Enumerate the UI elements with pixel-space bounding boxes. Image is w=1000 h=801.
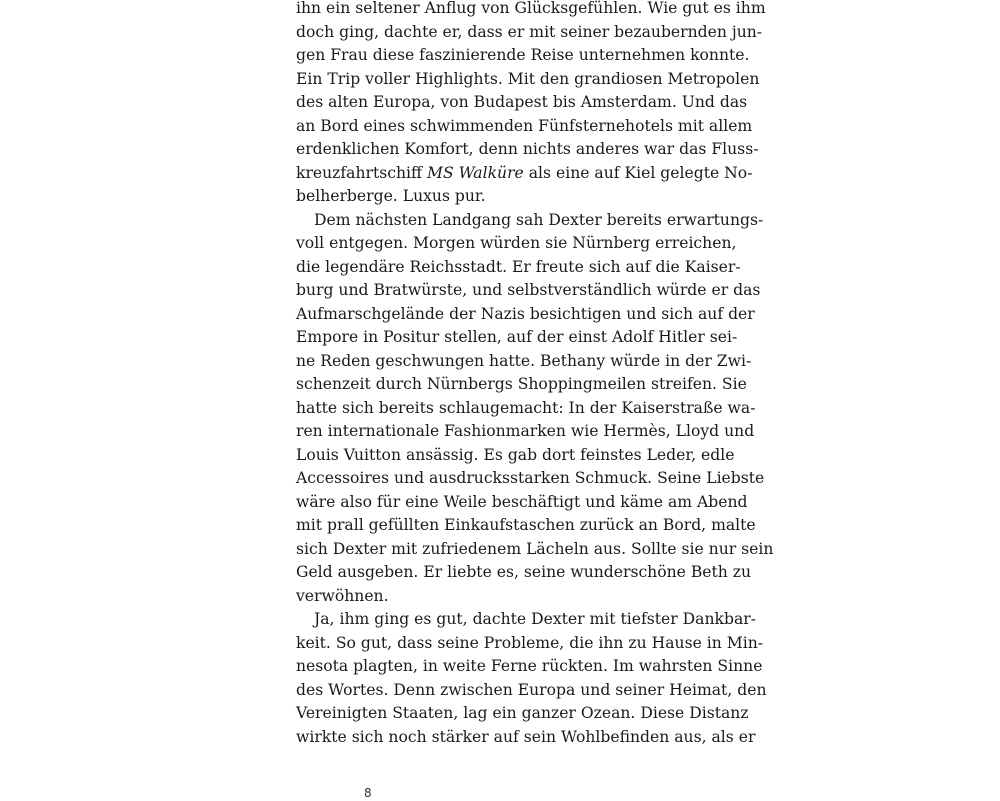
text-line: voll entgegen. Morgen würden sie Nürnberg erreichen,: [296, 234, 737, 252]
text-line: ne Reden geschwungen hatte. Bethany würde in der Zwi-: [296, 351, 752, 370]
text-line: mit prall gefüllten Einkaufstaschen zurück an Bord, malte: [296, 516, 756, 534]
text-line: [296, 162, 753, 186]
text-line: belherberge. Luxus pur.: [296, 187, 486, 205]
text-line: Geld ausgeben. Er liebte es, seine wunderschöne Beth zu: [296, 563, 752, 581]
text-line: wirkte sich noch stärker auf sein Wohlbefinden aus, als er: [296, 727, 756, 746]
text-line: Accessoires und ausdrucksstarken Schmuck. Seine Liebste: [296, 469, 765, 487]
text-line: des Wortes. Denn zwischen Europa und seiner Heimat, den: [296, 680, 767, 699]
text-line: Aufmarschgelände der Nazis besichtigen und sich auf der: [296, 304, 755, 323]
line-text: als eine auf Kiel gelegte No-: [523, 163, 753, 182]
text-line: hatte sich bereits schlaugemacht: In der Kaiserstraße wa-: [296, 398, 756, 417]
text-line: wäre also für eine Weile beschäftigt und käme am Abend: [296, 492, 748, 511]
text-line: schenzeit durch Nürnbergs Shoppingmeilen streifen. Sie: [296, 375, 747, 393]
text-line: an Bord eines schwimmenden Fünfsternehotels mit allem: [296, 116, 753, 135]
text-line: Empore in Positur stellen, auf der einst Adolf Hitler sei-: [296, 328, 738, 346]
text-line: keit. So gut, dass seine Probleme, die ihn zu Hause in Min-: [296, 633, 764, 652]
text-line: die legendäre Reichsstadt. Er freute sich auf die Kaiser-: [296, 257, 741, 276]
text-line: Ein Trip voller Highlights. Mit den grandiosen Metropolen: [296, 69, 760, 88]
text-line: Dem nächsten Landgang sah Dexter bereits erwartungs-: [314, 210, 764, 229]
text-line: des alten Europa, von Budapest bis Amsterdam. Und das: [296, 93, 748, 111]
text-line: burg und Bratwürste, und selbstverständlich würde er das: [296, 281, 761, 299]
body-text: [296, 0, 774, 749]
text-line: sich Dexter mit zufriedenem Lächeln aus. Sollte sie nur sein: [296, 539, 774, 558]
text-line: Vereinigten Staaten, lag ein ganzer Ozean. Diese Distanz: [296, 704, 749, 722]
text-line: ihn ein seltener Anflug von Glücksgefühlen. Wie gut es ihm: [296, 0, 766, 17]
page-number: 8: [364, 786, 372, 800]
text-line: doch ging, dachte er, dass er mit seiner bezaubernden jun-: [296, 22, 763, 41]
text-line: nesota plagten, in weite Ferne rückten. Im wahrsten Sinne: [296, 657, 763, 675]
text-line: Louis Vuitton ansässig. Es gab dort feinstes Leder, edle: [296, 445, 735, 464]
text-line: erdenklichen Komfort, denn nichts anderes war das Fluss-: [296, 140, 759, 158]
text-line: ren internationale Fashionmarken wie Hermès, Lloyd und: [296, 422, 755, 440]
line-text: kreuzfahrtschiff: [296, 163, 428, 182]
text-line: gen Frau diese faszinierende Reise unternehmen konnte.: [296, 46, 750, 64]
text-line: verwöhnen.: [296, 586, 389, 605]
ship-name: MS Walküre: [427, 163, 524, 182]
text-line: Ja, ihm ging es gut, dachte Dexter mit tiefster Dankbar-: [314, 610, 756, 628]
